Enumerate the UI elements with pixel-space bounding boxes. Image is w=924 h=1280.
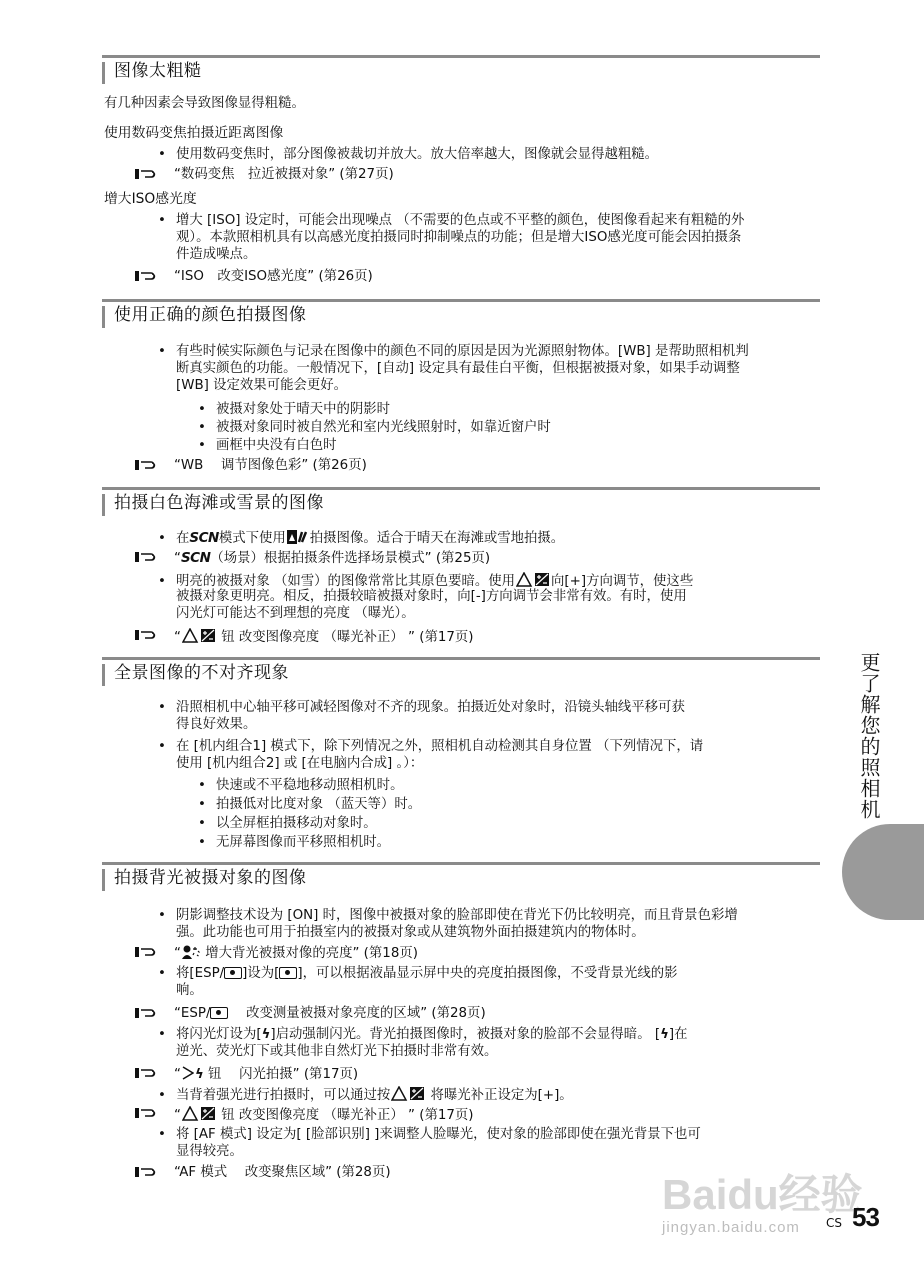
reference-icon	[134, 628, 160, 642]
reference-icon	[134, 167, 160, 181]
bullet-continuation: 使用 [机内组合2] 或 [在电脑内合成] 。）：	[176, 756, 424, 771]
bullet-item: • 有些时候实际颜色与记录在图像中的颜色不同的原因是因为光源照射物体。[WB] 是帮助照相机判	[158, 344, 749, 359]
reference-icon	[134, 458, 160, 472]
reference-link[interactable]: “WB 调节图像色彩” (第26页)	[174, 458, 367, 473]
section-header	[102, 862, 820, 891]
bullet-item: • 在SCN模式下使用 拍摄图像。适合于晴天在海滩或雪地拍摄。	[158, 530, 564, 549]
bullet-continuation: 闪光灯可能达不到理想的亮度 （曝光）。	[176, 606, 415, 621]
shadow-adjust-icon	[182, 945, 200, 964]
reference-icon	[134, 1006, 160, 1020]
reference-icon	[134, 1106, 160, 1120]
bullet-item: • 将[ESP/ ]设为[ ]，可以根据液晶显示屏中央的亮度拍摄图像，不受背景光线的影	[158, 966, 678, 981]
section-title: 拍摄白色海滩或雪景的图像	[114, 493, 324, 513]
bullet-continuation: 响。	[176, 983, 203, 998]
sub-bullet-item: • 无屏幕图像而平移照相机时。	[198, 835, 391, 850]
bullet-item: • 将闪光灯设为[ϟ]启动强制闪光。背光拍摄图像时，被摄对象的脸部不会显得暗。 [ϟ]在	[158, 1027, 688, 1042]
spot-metering-icon	[210, 1007, 228, 1019]
section-header	[102, 487, 820, 516]
reference-icon	[134, 550, 160, 564]
flash-icon: ϟ	[660, 1027, 669, 1042]
bullet-item: • 在 [机内组合1] 模式下，除下列情况之外，照相机自动检测其自身位置 （下列情况下，请	[158, 739, 704, 754]
flash-icon: ϟ	[194, 1067, 204, 1082]
scn-mode-icon: SCN	[189, 530, 219, 546]
sub-bullet-item: • 被摄对象同时被自然光和室内光线照射时，如靠近窗户时	[198, 420, 551, 435]
subheading: 使用数码变焦拍摄近距离图像	[104, 125, 284, 141]
reference-link[interactable]: “ESP/ 改变测量被摄对象亮度的区域” (第28页)	[174, 1006, 486, 1021]
bullet-continuation: 件造成噪点。	[176, 247, 257, 262]
section-header	[102, 299, 820, 328]
chapter-tab	[842, 824, 924, 920]
reference-link[interactable]: “ ϟ 钮 闪光拍摄” (第17页)	[174, 1066, 358, 1085]
bullet-continuation: 被摄对象更明亮。相反，拍摄较暗被摄对象时，向[-]方向调节会非常有效。有时，使用	[176, 589, 687, 604]
bullet-item: • 当背着强光进行拍摄时，可以通过按 将曝光补正设定为[+]。	[158, 1086, 573, 1106]
bullet-item: • 沿照相机中心轴平移可减轻图像对不齐的现象。拍摄近处对象时，沿镜头轴线平移可获	[158, 700, 685, 715]
bullet-item: • 阴影调整技术设为 [ON] 时，图像中被摄对象的脸部即使在背光下仍比较明亮，而且背景色彩增	[158, 908, 738, 923]
reference-link[interactable]: “ 钮 改变图像亮度 （曝光补正） ” (第17页)	[174, 628, 474, 648]
reference-icon	[134, 1165, 160, 1179]
section-header	[102, 657, 820, 686]
section-title: 全景图像的不对齐现象	[114, 663, 289, 683]
paragraph: 有几种因素会导致图像显得粗糙。	[104, 96, 305, 111]
flash-button-icon	[182, 1066, 194, 1085]
chapter-side-title: 更了解您的照相机	[857, 652, 881, 820]
page-number: 53	[852, 1202, 879, 1232]
sub-bullet-item: • 被摄对象处于晴天中的阴影时	[198, 402, 391, 417]
sub-bullet-item: • 拍摄低对比度对象 （蓝天等）时。	[198, 797, 422, 812]
reference-icon	[134, 945, 160, 959]
beach-snow-scene-icon	[287, 530, 309, 549]
sub-bullet-item: • 画框中央没有白色时	[198, 438, 337, 453]
bullet-continuation: 得良好效果。	[176, 717, 257, 732]
scn-mode-icon: SCN	[180, 550, 211, 566]
spot-metering-icon	[279, 967, 297, 979]
baidu-watermark-logo: Baidu经验	[662, 1171, 863, 1218]
bullet-item: • 使用数码变焦时，部分图像被裁切并放大。放大倍率越大，图像就会显得越粗糙。	[158, 147, 659, 162]
bullet-continuation: 显得较亮。	[176, 1144, 243, 1159]
baidu-watermark-url: jingyan.baidu.com	[662, 1219, 800, 1236]
section-title: 使用正确的颜色拍摄图像	[114, 305, 307, 325]
bullet-item: • 增大 [ISO] 设定时，可能会出现噪点 （不需要的色点或不平整的颜色，使图像看起来有粗糙的外	[158, 213, 745, 228]
bullet-item: • 将 [AF 模式] 设定为[ [脸部识别] ]来调整人脸曝光，使对象的脸部即使在强光背景下也可	[158, 1127, 701, 1142]
section-header	[102, 55, 820, 84]
bullet-item: • 明亮的被摄对象 （如雪）的图像常常比其原色要暗。使用 向[+]方向调节，使这些	[158, 572, 693, 592]
section-title: 拍摄背光被摄对象的图像	[114, 868, 307, 888]
reference-link[interactable]: “AF 模式 改变聚焦区域” (第28页)	[174, 1165, 391, 1180]
section-title: 图像太粗糙	[114, 61, 202, 81]
exposure-compensation-button-icon	[182, 628, 216, 648]
reference-icon	[134, 269, 160, 283]
subheading: 增大ISO感光度	[104, 191, 197, 207]
flash-icon: ϟ	[261, 1027, 271, 1042]
exposure-compensation-button-icon	[391, 1086, 425, 1106]
reference-link[interactable]: “数码变焦 拉近被摄对象” (第27页)	[174, 167, 394, 182]
spot-metering-icon	[224, 967, 242, 979]
bullet-continuation: [WB] 设定效果可能会更好。	[176, 378, 348, 393]
reference-link[interactable]: “ISO 改变ISO感光度” (第26页)	[174, 269, 373, 284]
bullet-continuation: 断真实颜色的功能。一般情况下，[自动] 设定具有最佳白平衡，但根据被摄对象，如果手动调整	[176, 361, 740, 376]
reference-icon	[134, 1066, 160, 1080]
bullet-continuation: 逆光、荧光灯下或其他非自然灯光下拍摄时非常有效。	[176, 1044, 498, 1059]
exposure-compensation-button-icon	[182, 1106, 216, 1126]
language-code: CS	[826, 1216, 842, 1230]
bullet-continuation: 观）。本款照相机具有以高感光度拍摄同时抑制噪点的功能；但是增大ISO感光度可能会因拍摄条	[176, 230, 742, 245]
sub-bullet-item: • 快速或不平稳地移动照相机时。	[198, 778, 404, 793]
reference-link[interactable]: “ 增大背光被摄对像的亮度” (第18页)	[174, 945, 418, 964]
sub-bullet-item: • 以全屏框拍摄移动对象时。	[198, 816, 377, 831]
reference-link[interactable]: “SCN（场景）根据拍摄条件选择场景模式” (第25页)	[174, 550, 491, 566]
reference-link[interactable]: “ 钮 改变图像亮度 （曝光补正） ” (第17页)	[174, 1106, 474, 1126]
bullet-continuation: 强。此功能也可用于拍摄室内的被摄对象或从建筑物外面拍摄建筑内的物体时。	[176, 925, 645, 940]
